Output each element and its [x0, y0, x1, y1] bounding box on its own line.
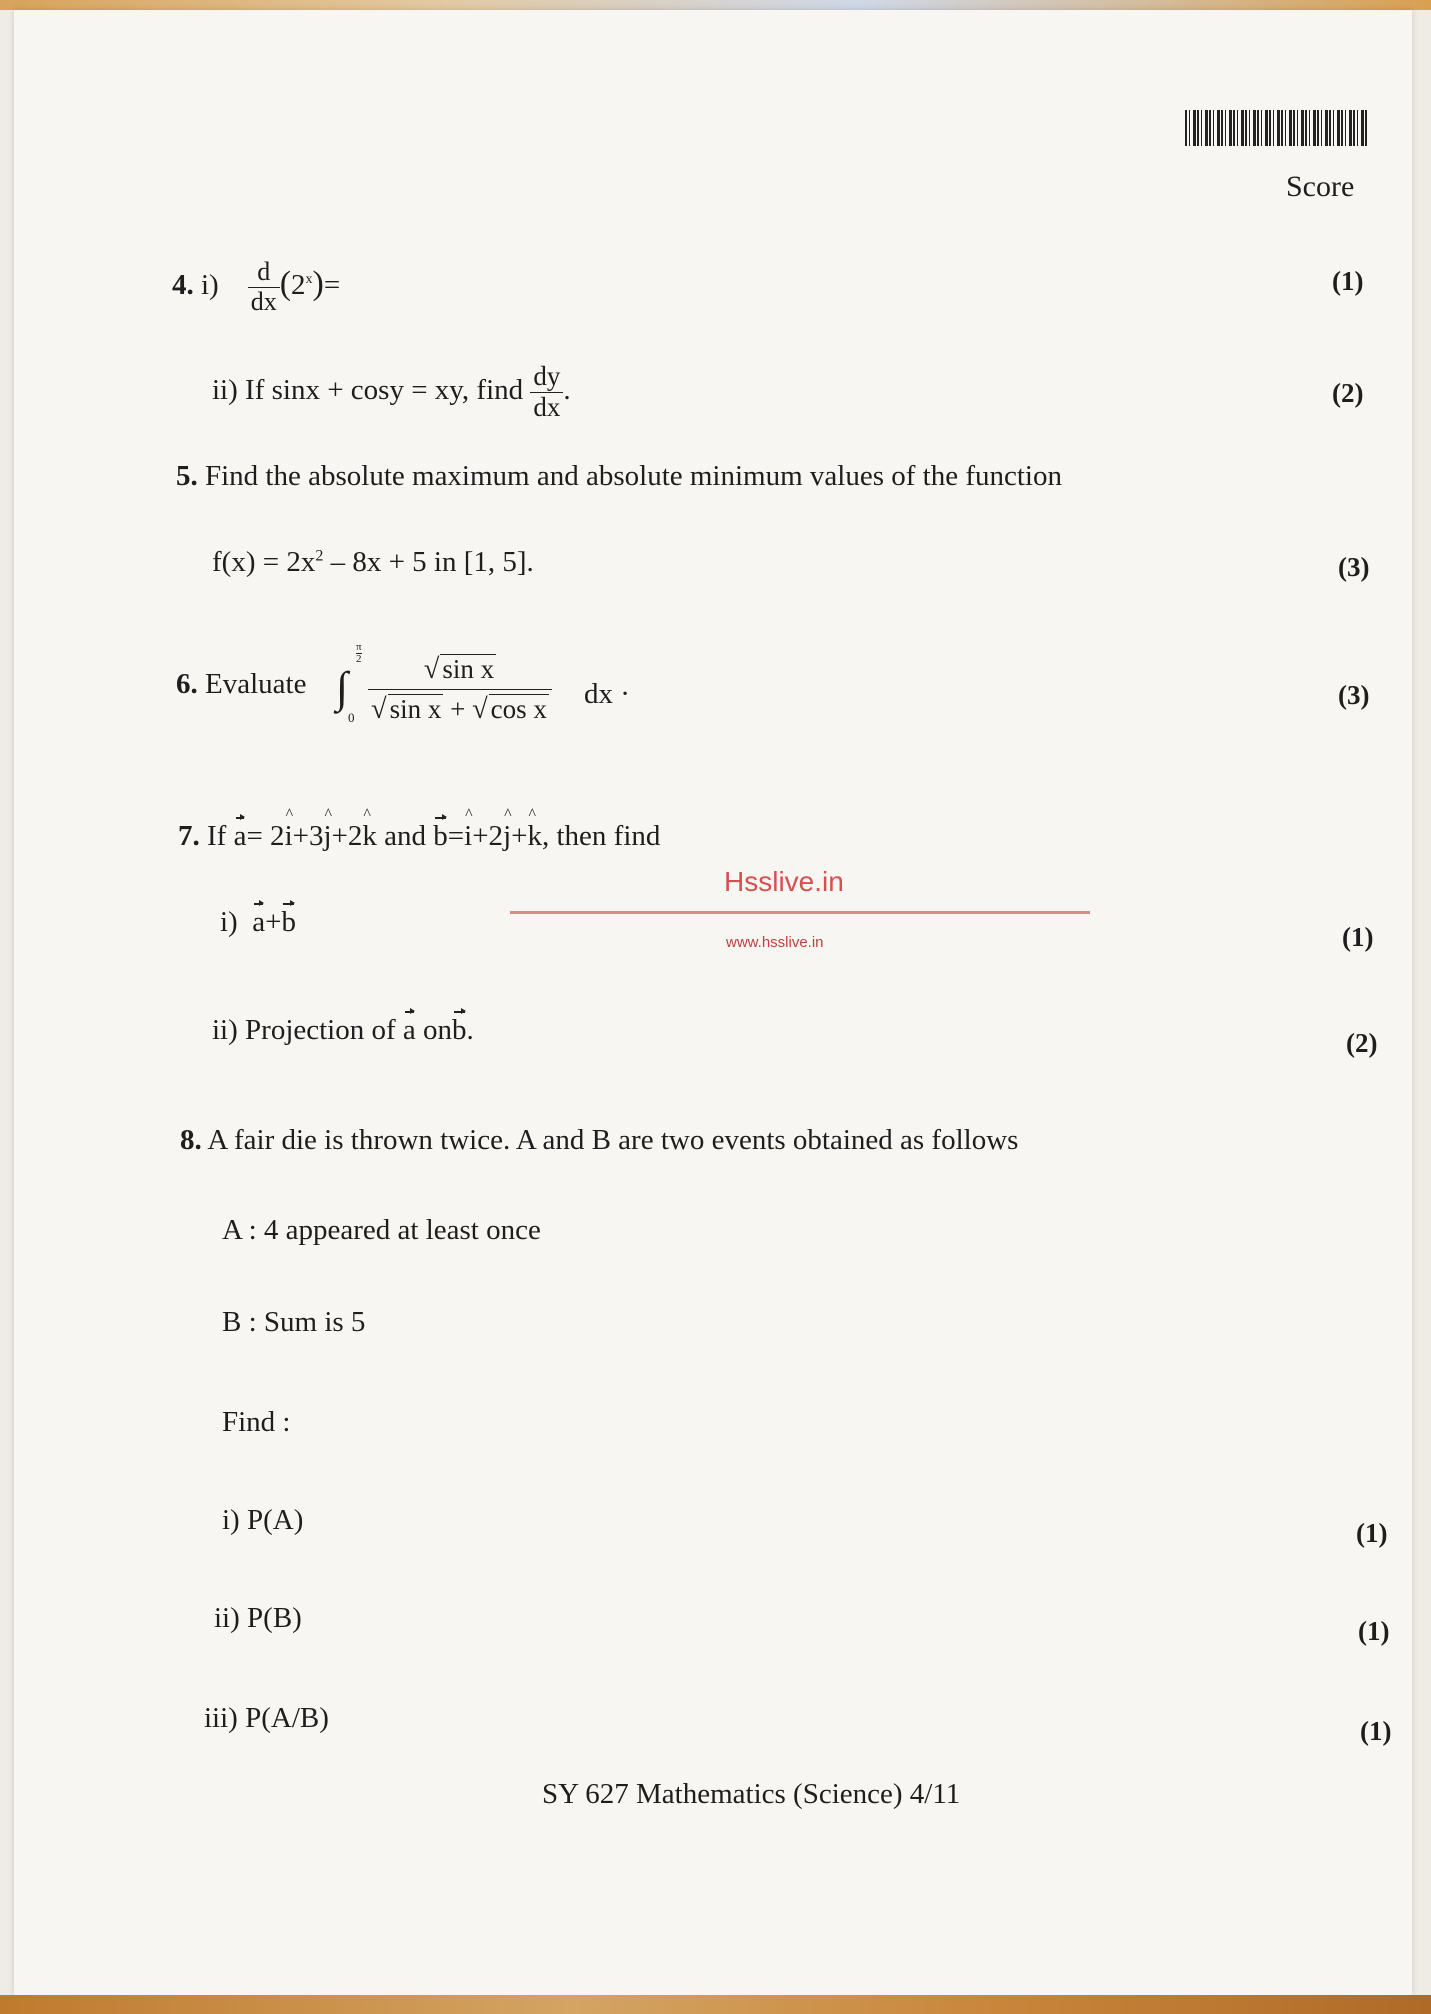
watermark-line [510, 911, 1090, 914]
question-8-part-3 [204, 1702, 329, 1735]
question-number: 8. [180, 1124, 202, 1156]
part-label: ii) [212, 1014, 238, 1046]
question-6-label [176, 668, 306, 701]
question-7-part-1 [220, 906, 296, 939]
vector-a: a [402, 1014, 416, 1046]
numerator-radicand: sin x [442, 654, 495, 684]
mark-q5: (3) [1338, 552, 1370, 582]
paper-edge-bottom [0, 1995, 1431, 2014]
mark-q8-ii: (1) [1358, 1616, 1390, 1646]
integrand-numerator: √ sin x [423, 654, 495, 685]
function-exponent: 2 [315, 547, 324, 565]
integral-sign: ∫ $\frac{\pi}{2}$ 0 [336, 641, 362, 725]
watermark-logo: Hsslive.in [724, 866, 844, 897]
mark-q4-ii: (2) [1332, 378, 1364, 408]
question-5-text: Find the absolute maximum and absolute minimum values of the function [205, 460, 1062, 492]
upper-limit-numerator: π [356, 641, 362, 653]
barcode [1185, 110, 1367, 146]
vector-a: a [252, 906, 266, 938]
integrand [368, 654, 552, 725]
question-number: 6. [176, 668, 198, 700]
question-4-part-1: 4. i) $\frac{d}{dx}$ $(2^x)=$ [172, 257, 341, 316]
unit-j: ^ j [323, 820, 331, 853]
mark-q8-iii: (1) [1360, 1716, 1392, 1746]
projection-text: Projection of [245, 1014, 396, 1046]
part-label: i) [201, 268, 219, 301]
full-stop: . [466, 1014, 474, 1046]
q7-b-part-3: + [511, 820, 528, 852]
mark-q8-i: (1) [1356, 1518, 1388, 1548]
question-4-part-2: ii) If sinx + cosy = xy, find $\frac{dy}{dx}$ . [212, 361, 571, 422]
question-number: 5. [176, 460, 198, 492]
event-a: A : 4 appeared at least once [222, 1214, 541, 1246]
mark-q7-ii: (2) [1346, 1028, 1378, 1058]
part-label: i) [222, 1504, 240, 1536]
dy-dx-fraction [530, 362, 563, 422]
question-5 [176, 460, 1062, 493]
question-8-text: A fair die is thrown twice. A and B are two events obtained as follows [207, 1124, 1019, 1156]
q7-and: and [384, 820, 427, 852]
integrand-denominator: √ sin x + √ cos x [368, 689, 552, 725]
question-5-function [212, 546, 534, 579]
unit-k: ^ k [527, 820, 542, 853]
score-header: Score [1286, 170, 1355, 203]
q7-then-find: , then find [541, 820, 661, 852]
q7-b-part-1: = [447, 820, 465, 852]
differential: dx · [584, 678, 630, 710]
question-8 [180, 1124, 1018, 1157]
derivative-operator [248, 258, 280, 316]
dy: dy [533, 361, 561, 391]
event-b: B : Sum is 5 [222, 1306, 366, 1338]
plus-sign: + [450, 694, 466, 725]
watermark-url: www.hsslive.in [726, 934, 824, 951]
part-label: ii) [212, 373, 238, 406]
question-number: 7. [178, 820, 200, 852]
part-label: i) [220, 906, 238, 938]
question-number: 4. [172, 268, 194, 301]
page-footer: SY 627 Mathematics (Science) 4/11 [542, 1778, 961, 1810]
part-label: ii) [214, 1602, 240, 1634]
dx: dx [530, 392, 563, 423]
q7-b-part-2: +2 [472, 820, 504, 852]
q7-a-part-2: +3 [292, 820, 324, 852]
question-6-text: Evaluate [205, 668, 307, 700]
power-exponent: x [305, 272, 313, 288]
upper-limit-denominator: 2 [356, 653, 362, 665]
plus-sign: + [265, 906, 282, 938]
vector-b: b [433, 820, 448, 852]
function-part-2: – 8x + 5 in [1, 5]. [323, 546, 534, 578]
part-label: iii) [204, 1702, 238, 1734]
unit-k: ^ k [362, 820, 377, 853]
mark-q4-i: (1) [1332, 266, 1364, 296]
lower-limit: 0 [348, 710, 355, 725]
denominator-radicand-a: sin x [389, 694, 442, 725]
mark-q7-i: (1) [1342, 922, 1374, 952]
integrand-fraction [368, 654, 552, 725]
on-text: on [423, 1014, 453, 1046]
unit-j: ^ j [503, 820, 511, 853]
derivative-denominator: dx [248, 287, 280, 317]
unit-i: ^ i [285, 820, 293, 853]
function-part-1: f(x) = 2x [212, 546, 316, 578]
probability-expression: P(A) [246, 1504, 304, 1536]
paper-edge-top [0, 0, 1431, 10]
equals-sign: = [323, 268, 341, 301]
unit-i: ^ i [464, 820, 472, 853]
find-label: Find : [222, 1406, 291, 1438]
question-4-ii-text: If sinx + cosy = xy, find [245, 373, 524, 406]
question-7-part-2 [212, 1014, 474, 1047]
q7-if: If [207, 820, 227, 852]
probability-expression: P(B) [247, 1602, 302, 1634]
q7-a-part-3: +2 [331, 820, 363, 852]
question-7 [178, 820, 660, 853]
denominator-radicand-b: cos x [490, 694, 547, 725]
vector-a: a [233, 820, 247, 852]
vector-b: b [452, 1014, 467, 1046]
mark-q6: (3) [1338, 680, 1370, 710]
question-8-part-2 [214, 1602, 302, 1635]
q7-a-part-1: = 2 [246, 820, 285, 852]
vector-b: b [281, 906, 296, 938]
probability-expression: P(A/B) [245, 1702, 329, 1734]
power-base: 2 [291, 268, 306, 301]
derivative-numerator: d [257, 257, 271, 286]
question-8-part-1 [222, 1504, 303, 1537]
